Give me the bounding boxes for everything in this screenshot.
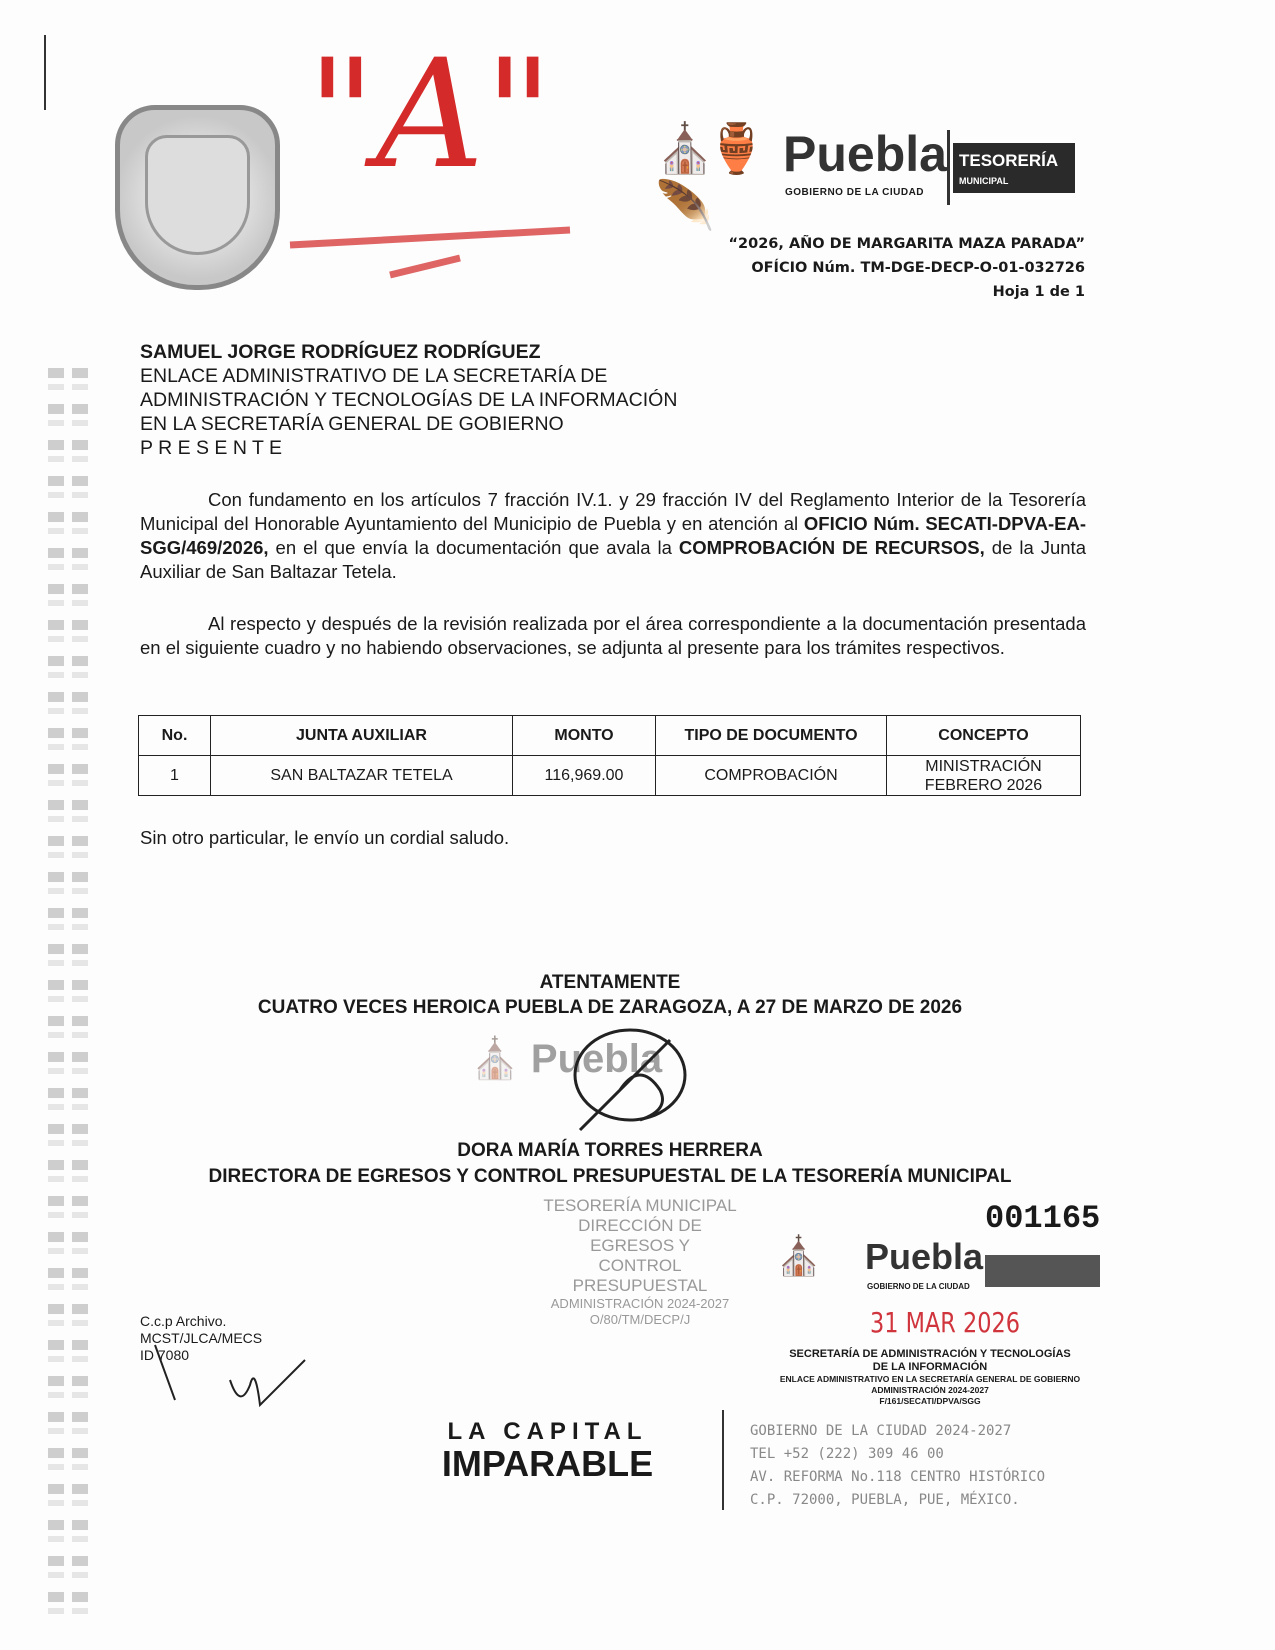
addressee-line: ADMINISTRACIÓN Y TECNOLOGÍAS DE LA INFORMACIÓN	[140, 389, 678, 411]
logo-name: Puebla	[783, 126, 947, 182]
col-header: MONTO	[513, 716, 656, 756]
page-count: Hoja 1 de 1	[992, 284, 1085, 300]
red-handwritten-strokes	[280, 200, 580, 300]
addressee-line: ENLACE ADMINISTRATIVO DE LA SECRETARÍA DE	[140, 365, 608, 387]
atentamente: ATENTAMENTE	[539, 972, 681, 993]
cc-block: C.c.p Archivo. MCST/JLCA/MECS ID 7080	[140, 1313, 263, 1363]
logo-tag-sub: MUNICIPAL	[959, 176, 1009, 186]
cell-junta: SAN BALTAZAR TETELA	[211, 756, 513, 796]
cell-concepto: MINISTRACIÓN FEBRERO 2026	[887, 756, 1081, 796]
municipal-seal	[115, 105, 280, 290]
tesoreria-stamp: TESORERÍA MUNICIPAL DIRECCIÓN DE EGRESOS Y CONTROL PRESUPUESTAL ADMINISTRACIÓN 2024-2027 O/80/TM/DECP/J	[543, 1196, 737, 1327]
body-paragraph-2: Al respecto y después de la revisión realizada por el área correspondiente a la documentación presentada en el siguiente cuadro y no habiendo observaciones, se adjunta al presente para los trámites respectivos.	[140, 613, 1086, 658]
addressee-block	[140, 340, 677, 460]
presente: P R E S E N T E	[140, 437, 282, 459]
year-motto: “2026, AÑO DE MARGARITA MAZA PARADA”	[728, 236, 1085, 252]
footer-address: GOBIERNO DE LA CIUDAD 2024-2027 TEL +52 (222) 309 46 00 AV. REFORMA No.118 CENTRO HISTÓRICO C.P. 72000, PUEBLA, PUE, MÉXICO.	[750, 1423, 1046, 1508]
received-date: 31 MAR 2026	[870, 1306, 1020, 1339]
folio-number: 001165	[985, 1200, 1101, 1237]
place-date: CUATRO VECES HEROICA PUEBLA DE ZARAGOZA, A 27 DE MARZO DE 2026	[257, 997, 963, 1018]
initials-signature	[150, 1340, 310, 1420]
addressee-line: EN LA SECRETARÍA GENERAL DE GOBIERNO	[140, 413, 564, 435]
scan-mark	[44, 35, 46, 110]
logo-tag: TESORERÍA	[959, 151, 1059, 170]
col-header: CONCEPTO	[887, 716, 1081, 756]
logo-mark-icon: ⛪🏺🪶	[655, 123, 759, 233]
col-header: No.	[139, 716, 211, 756]
oficio-number: OFÍCIO Núm. TM-DGE-DECP-O-01-032726	[751, 260, 1085, 276]
tesoreria-stamp-logo: ⛪ Puebla	[470, 1037, 663, 1081]
resources-table	[138, 715, 1081, 796]
cell-no: 1	[139, 756, 211, 796]
red-handwritten-annotation: "A"	[306, 28, 554, 202]
table-header-row	[139, 716, 1081, 756]
received-stamp-logo: ⛪ Puebla GOBIERNO DE LA CIUDAD	[775, 1230, 1105, 1300]
body-paragraph-1: Con fundamento en los artículos 7 fracción IV.1. y 29 fracción IV del Reglamento Interior de la Tesorería Municipal del Honorable Ayuntamiento del Municipio de Puebla y en atención al OFICIO Núm. SECATI-DPVA-EA-SGG/469/2026, en el que envía la documentación que avala la COMPROBACIÓN DE RECURSOS, de la Junta Auxiliar de San Baltazar Tetela.	[140, 489, 1086, 582]
puebla-tesoreria-logo	[655, 115, 1085, 233]
logo-subtitle: GOBIERNO DE LA CIUDAD	[785, 187, 925, 198]
secati-stamp: SECRETARÍA DE ADMINISTRACIÓN Y TECNOLOGÍAS DE LA INFORMACIÓN ENLACE ADMINISTRATIVO EN LA SECRETARÍA GENERAL DE GOBIERNO ADMINISTRACIÓN 2024-2027 F/161/SECATI/DPVA/SGG	[779, 1348, 1081, 1406]
col-header: TIPO DE DOCUMENTO	[656, 716, 887, 756]
cell-monto: 116,969.00	[513, 756, 656, 796]
footer-brand: LA CAPITAL IMPARABLE	[441, 1418, 654, 1484]
handwritten-signature	[560, 1025, 720, 1135]
signer-name: DORA MARÍA TORRES HERRERA	[457, 1140, 763, 1161]
addressee-name: SAMUEL JORGE RODRÍGUEZ RODRÍGUEZ	[140, 341, 541, 363]
col-header: JUNTA AUXILIAR	[211, 716, 513, 756]
signer-title: DIRECTORA DE EGRESOS Y CONTROL PRESUPUESTAL DE LA TESORERÍA MUNICIPAL	[208, 1166, 1012, 1187]
closing: Sin otro particular, le envío un cordial saludo.	[140, 827, 510, 848]
table-row	[139, 756, 1081, 796]
cell-tipo: COMPROBACIÓN	[656, 756, 887, 796]
